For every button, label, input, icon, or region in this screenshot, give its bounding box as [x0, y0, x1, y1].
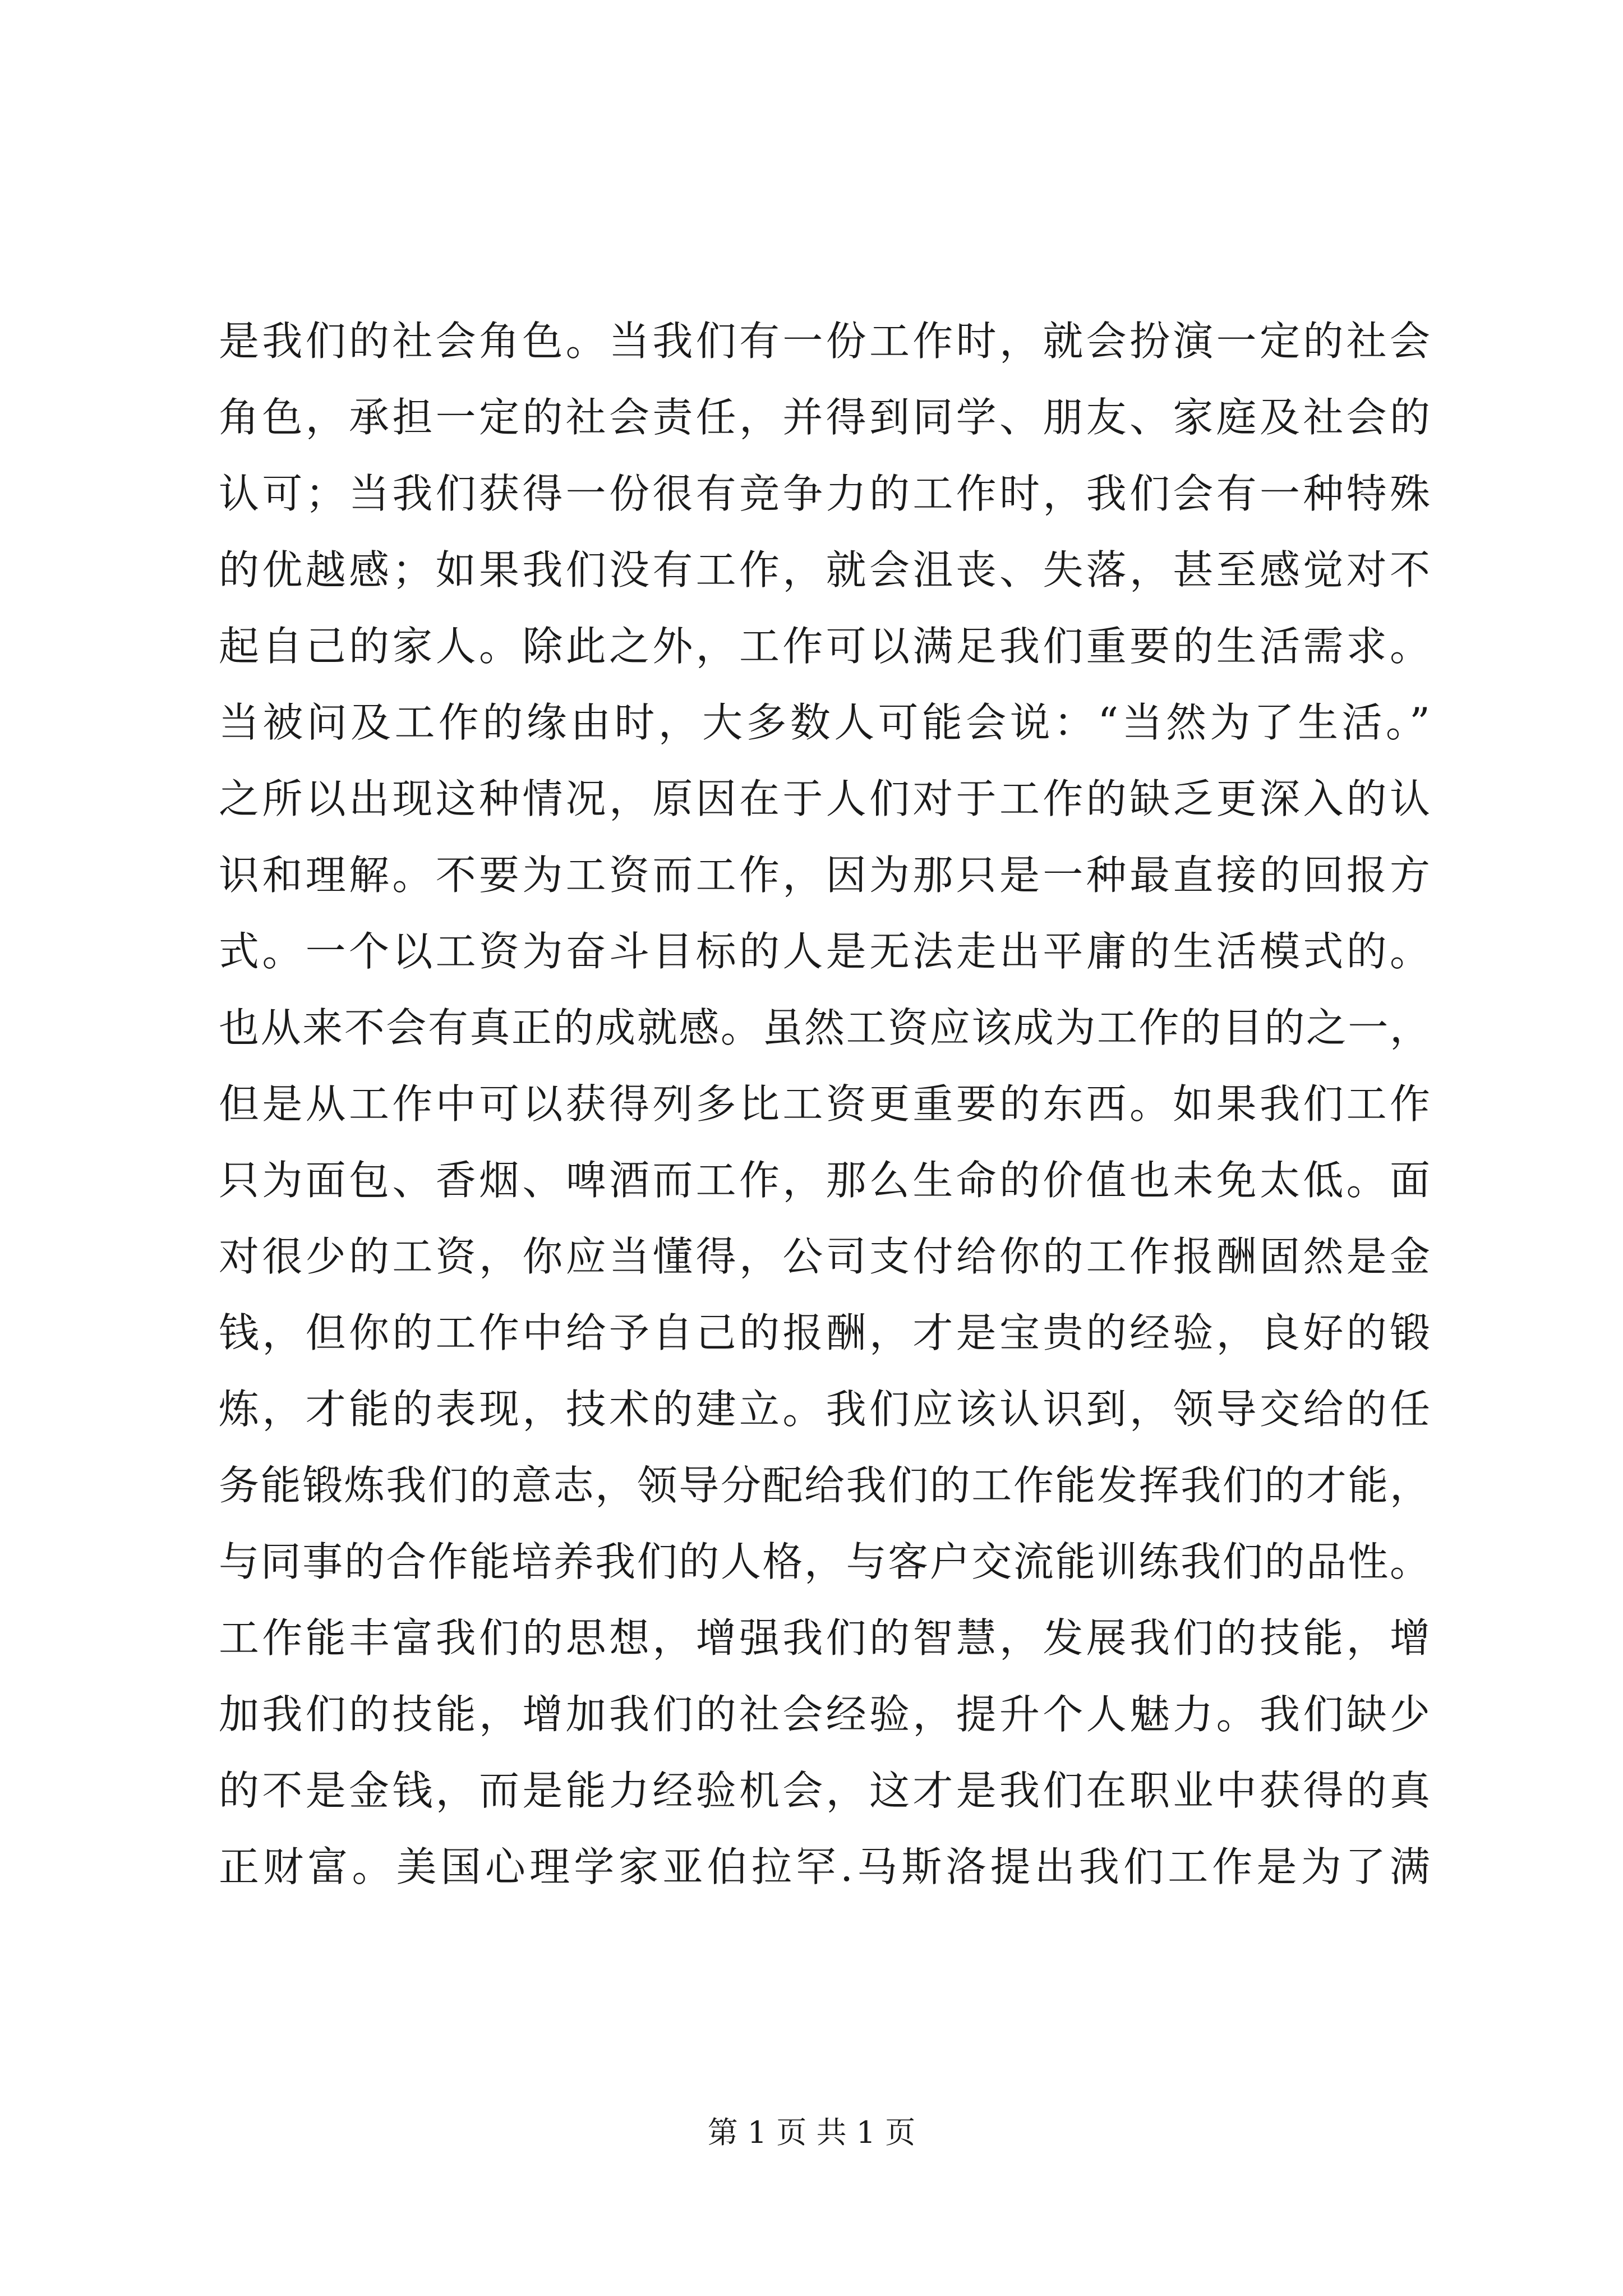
- text-line: 加我们的技能，增加我们的社会经验，提升个人魅力。我们缺少: [219, 1691, 1430, 1738]
- text-line: 但是从工作中可以获得列多比工资更重要的东西。如果我们工作: [219, 1080, 1430, 1128]
- body-text: [219, 303, 1430, 1905]
- text-line: 也从来不会有真正的成就感。虽然工资应该成为工作的目的之一，: [219, 1004, 1430, 1051]
- text-line: 识和理解。不要为工资而工作，因为那只是一种最直接的回报方: [219, 852, 1430, 899]
- text-line: 认可；当我们获得一份很有竞争力的工作时，我们会有一种特殊: [219, 470, 1430, 517]
- text-line: 只为面包、香烟、啤酒而工作，那么生命的价值也未免太低。面: [219, 1157, 1430, 1204]
- page-footer: [0, 2110, 1623, 2155]
- text-line: 炼，才能的表现，技术的建立。我们应该认识到，领导交给的任: [219, 1386, 1430, 1433]
- text-line: 正财富。美国心理学家亚伯拉罕.马斯洛提出我们工作是为了满: [219, 1843, 1430, 1890]
- text-line: 起自己的家人。除此之外，工作可以满足我们重要的生活需求。: [219, 623, 1430, 670]
- text-line: 角色，承担一定的社会责任，并得到同学、朋友、家庭及社会的: [219, 394, 1430, 441]
- text-line: 是我们的社会角色。当我们有一份工作时，就会扮演一定的社会: [219, 318, 1430, 365]
- text-line: 钱，但你的工作中给予自己的报酬，才是宝贵的经验，良好的锻: [219, 1309, 1430, 1356]
- text-line: 的优越感；如果我们没有工作，就会沮丧、失落，甚至感觉对不: [219, 546, 1430, 593]
- text-line: 务能锻炼我们的意志，领导分配给我们的工作能发挥我们的才能，: [219, 1462, 1430, 1509]
- text-line: 式。一个以工资为奋斗目标的人是无法走出平庸的生活模式的。: [219, 928, 1430, 975]
- text-line: 与同事的合作能培养我们的人格，与客户交流能训练我们的品性。: [219, 1538, 1430, 1585]
- text-line: 的不是金钱，而是能力经验机会，这才是我们在职业中获得的真: [219, 1767, 1430, 1814]
- text-line: 当被问及工作的缘由时，大多数人可能会说：“当然为了生活。”: [219, 699, 1430, 746]
- text-line: 对很少的工资，你应当懂得，公司支付给你的工作报酬固然是金: [219, 1233, 1430, 1280]
- page-number: 第 1 页 共 1 页: [707, 2115, 916, 2150]
- text-line: 之所以出现这种情况，原因在于人们对于工作的缺乏更深入的认: [219, 775, 1430, 822]
- text-line: 工作能丰富我们的思想，增强我们的智慧，发展我们的技能，增: [219, 1614, 1430, 1662]
